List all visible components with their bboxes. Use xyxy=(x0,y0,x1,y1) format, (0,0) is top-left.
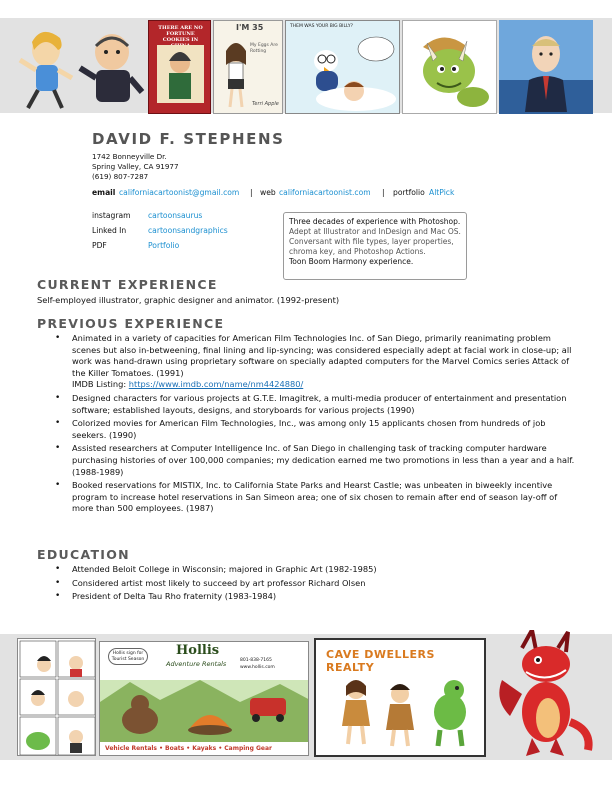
separator: | xyxy=(382,188,385,197)
education-heading: EDUCATION xyxy=(37,547,130,562)
instagram-link[interactable]: cartoonsaurus xyxy=(148,211,203,220)
experience-item: • Colorized movies for American Film Technologies, Inc., was among only 15 applicants chosen from hundreds of job seekers. (1990) xyxy=(55,418,575,441)
book-cover-title: THERE ARE NO FORTUNE COOKIES IN xyxy=(158,25,203,43)
linkedin-link[interactable]: cartoonsandgraphics xyxy=(148,226,228,235)
address-line-2: Spring Valley, CA 91977 xyxy=(92,162,179,171)
education-item: • President of Delta Tau Rho fraternity (1983-1984) xyxy=(55,591,575,603)
comic-panel-bird xyxy=(285,20,400,114)
book2-subtitle: My Eggs Are Rotting xyxy=(250,43,278,54)
comic-caption: THEM WAS YOUR BIG BILLY? xyxy=(290,24,354,29)
experience-item-text: Animated in a variety of capacities for American Film Technologies Inc. of San Diego, primarily reanimating problem scenes but also in-betweening, final lining and lip-syncing; was considered especially adept at facial work in close-up; all work was hand-drawn using proprietary software on specially adapted computers for the Marvel Comics series Attack of the Killer Tomatoes. (1991) xyxy=(72,333,572,378)
cartoon-triceratops xyxy=(402,20,497,114)
cartoon-businessman xyxy=(499,20,593,114)
resume-name: DAVID F. STEPHENS xyxy=(92,130,285,148)
experience-item xyxy=(55,333,575,391)
portfolio-link[interactable]: AltPick xyxy=(429,188,455,197)
hollis-subtitle: Adventure Rentals xyxy=(166,660,227,668)
web-link[interactable]: californiacartoonist.com xyxy=(279,188,371,197)
education-list xyxy=(55,564,575,605)
hollis-bubble: Hollis sign for Tourist Season xyxy=(108,648,148,665)
phone-number: (619) 807-7287 xyxy=(92,172,149,181)
experience-item: • Booked reservations for MISTIX, Inc. to California State Parks and Hearst Castle; was unbeaten in biweekly incentive program to increase hotel reservations in San Simeon area; one of six chosen to remain after end of season lay-off of more than 500 employees. (1987) xyxy=(55,480,575,515)
book-cover-fortune-cookies xyxy=(148,20,211,114)
email-link[interactable]: californiacartoonist@gmail.com xyxy=(119,188,240,197)
education-item: • Considered artist most likely to succeed by art professor Richard Olsen xyxy=(55,578,575,590)
previous-experience-heading: PREVIOUS EXPERIENCE xyxy=(37,316,225,331)
education-item: • Attended Beloit College in Wisconsin; majored in Graphic Art (1982-1985) xyxy=(55,564,575,576)
previous-experience-list xyxy=(55,333,575,517)
hollis-website: www.hollis.com xyxy=(240,665,275,670)
cartoon-red-dragon xyxy=(492,630,597,760)
cartoon-running-figures xyxy=(12,20,145,112)
skills-line: Three decades of experience with Photoshop. xyxy=(289,217,461,226)
comic-strip-sample xyxy=(17,638,96,756)
hollis-phone: 801-838-7165 xyxy=(240,658,272,663)
skills-line: chroma key, and Photoshop Actions. xyxy=(289,247,426,256)
imdb-listing xyxy=(72,379,303,389)
cave-dwellers-title: CAVE DWELLERS REALTY xyxy=(326,648,435,674)
email-label: email xyxy=(92,188,116,197)
separator: | xyxy=(250,188,253,197)
pdf-portfolio-link[interactable]: Portfolio xyxy=(148,241,180,250)
pdf-label: PDF xyxy=(92,241,107,250)
imdb-label: IMDB Listing: xyxy=(72,379,127,390)
skills-line: Adept at Illustrator and InDesign and Mac OS. xyxy=(289,227,461,236)
book2-title: I'M 35 xyxy=(236,23,264,32)
web-label: web xyxy=(260,188,276,197)
experience-item: • Assisted researchers at Computer Intelligence Inc. of San Diego in challenging task of tracking computer hardware purchasing histories of over 100,000 companies; my dedication earned me two promotions in less than a year and a half. (1988-1989) xyxy=(55,443,575,478)
current-experience-text: Self-employed illustrator, graphic designer and animator. (1992-present) xyxy=(37,295,340,305)
instagram-label: instagram xyxy=(92,211,131,220)
skills-line: Conversant with file types, layer properties, xyxy=(289,237,454,246)
current-experience-heading: CURRENT EXPERIENCE xyxy=(37,277,218,292)
book2-author: Terri Apple xyxy=(252,101,279,107)
portfolio-label: portfolio xyxy=(393,188,425,197)
experience-item: • Designed characters for various projects at G.T.E. Imagitrek, a multi-media producer of entertainment and presentation software; established layouts, designs, and storyboards for various projects (1990) xyxy=(55,393,575,416)
imdb-link[interactable]: https://www.imdb.com/name/nm4424880/ xyxy=(128,379,304,390)
linkedin-label: Linked In xyxy=(92,226,127,235)
hollis-title: Hollis xyxy=(176,643,220,658)
skills-line: Toon Boom Harmony experience. xyxy=(289,257,414,266)
book-cover-im-35 xyxy=(213,20,283,114)
hollis-adventure-rentals-ad xyxy=(99,641,309,756)
address-line-1: 1742 Bonneyville Dr. xyxy=(92,152,167,161)
cave-dwellers-realty-ad xyxy=(314,638,486,757)
hollis-services: Vehicle Rentals • Boats • Kayaks • Camping Gear xyxy=(105,745,272,752)
skills-summary-box xyxy=(283,212,467,280)
